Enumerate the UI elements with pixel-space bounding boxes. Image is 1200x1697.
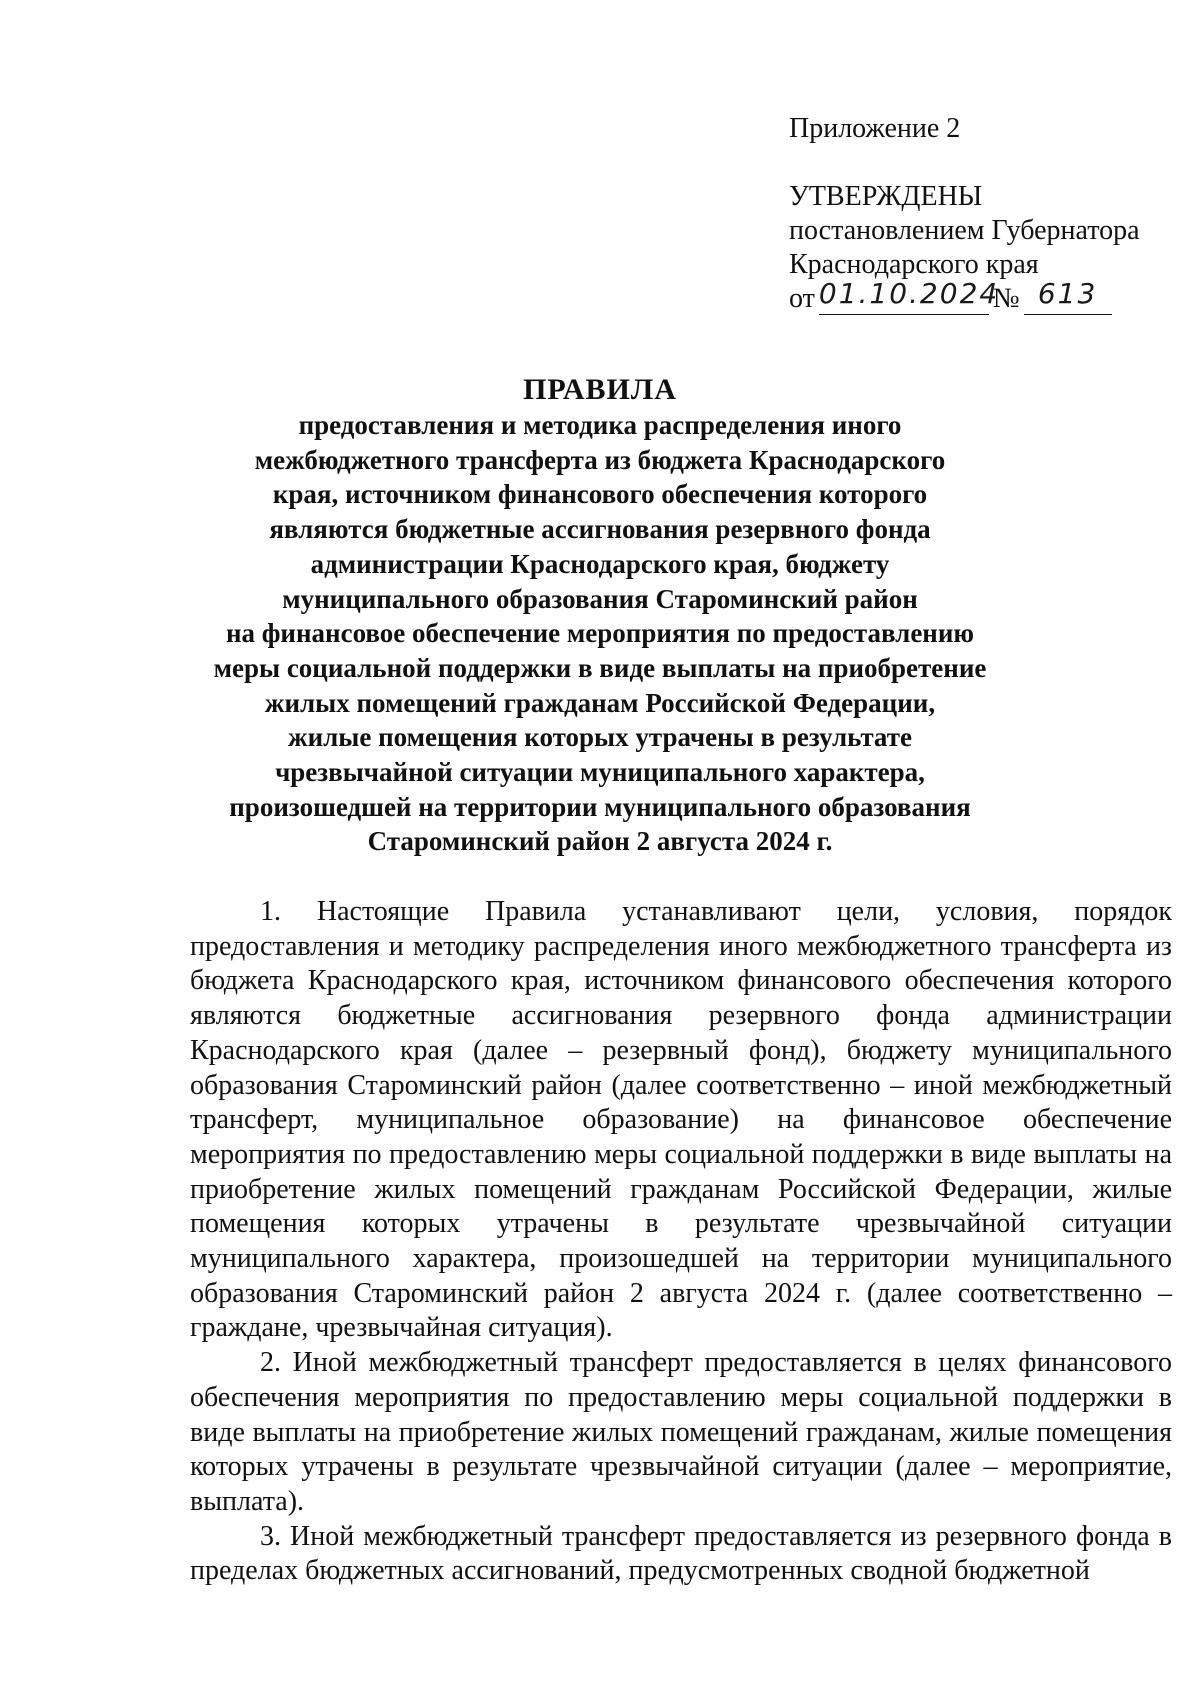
approved-label: УТВЕРЖДЕНЫ	[789, 181, 983, 212]
decree-number-field	[1024, 277, 1112, 315]
subtitle-line: муниципального образования Староминский район	[282, 583, 918, 614]
decree-number-handwritten: 613	[1037, 277, 1098, 310]
subtitle-line: меры социальной поддержки в виде выплаты на приобретение	[213, 652, 987, 683]
subtitle-line: чрезвычайной ситуации муниципального характера,	[275, 757, 925, 788]
approved-by-line-1: постановлением Губернатора	[789, 215, 1140, 246]
subtitle-line: жилые помещения которых утрачены в результате	[288, 722, 912, 753]
document-body	[190, 895, 1172, 1589]
subtitle-line: жилых помещений гражданам Российской Федерации,	[264, 687, 936, 718]
subtitle-line: на финансовое обеспечение мероприятия по предоставлению	[225, 618, 975, 649]
document-title-block	[110, 372, 1090, 859]
clause-1: 1. Настоящие Правила устанавливают цели, условия, порядок предоставления и методику распределения иного межбюджетного трансферта из бюджета Краснодарского края, источником финансового обеспечения которого являются бюджетные ассигнования резервного фонда администрации Краснодарского края (далее – резервный фонд), бюджету муниципального образования Староминский район (далее соответственно – иной межбюджетный трансферт, муниципальное образование) на финансовое обеспечение мероприятия по предоставлению меры социальной поддержки в виде выплаты на приобретение жилых помещений гражданам Российской Федерации, жилые помещения которых утрачены в результате чрезвычайной ситуации муниципального характера, произошедшей на территории муниципального образования Староминский район 2 августа 2024 г. (далее соответственно – граждане, чрезвычайная ситуация).	[190, 896, 1172, 1344]
clause-3: 3. Иной межбюджетный трансферт предоставляется из резервного фонда в пределах бюджетных ассигнований, предусмотренных сводной бюджетной	[190, 1520, 1172, 1587]
date-prefix: от	[789, 283, 815, 314]
decree-date-handwritten: 01.10.2024	[818, 277, 1000, 310]
decree-date-number-line	[789, 277, 1169, 318]
approval-block	[789, 112, 1169, 318]
subtitle-line: предоставления и методика распределения иного	[298, 410, 902, 440]
clause-2: 2. Иной межбюджетный трансферт предоставляется в целях финансового обеспечения мероприятия по предоставлению меры социальной поддержки в виде выплаты на приобретение жилых помещений гражданам, жилые помещения которых утрачены в результате чрезвычайной ситуации (далее – мероприятие, выплата).	[190, 1347, 1172, 1517]
subtitle-line: края, источником финансового обеспечения которого	[272, 479, 928, 510]
subtitle-line: Староминский район 2 августа 2024 г.	[367, 826, 833, 857]
document-heading: ПРАВИЛА	[523, 373, 677, 406]
subtitle-line: администрации Краснодарского края, бюджету	[310, 548, 890, 579]
subtitle-line: межбюджетного трансферта из бюджета Краснодарского	[254, 444, 946, 475]
annex-label: Приложение 2	[789, 113, 961, 144]
number-sign: №	[992, 283, 1020, 314]
subtitle-line: произошедшей на территории муниципального образования	[229, 791, 971, 822]
subtitle-line: являются бюджетные ассигнования резервного фонда	[269, 514, 931, 545]
decree-date-field	[818, 277, 1000, 315]
approved-by-line-2: Краснодарского края	[789, 249, 1039, 280]
